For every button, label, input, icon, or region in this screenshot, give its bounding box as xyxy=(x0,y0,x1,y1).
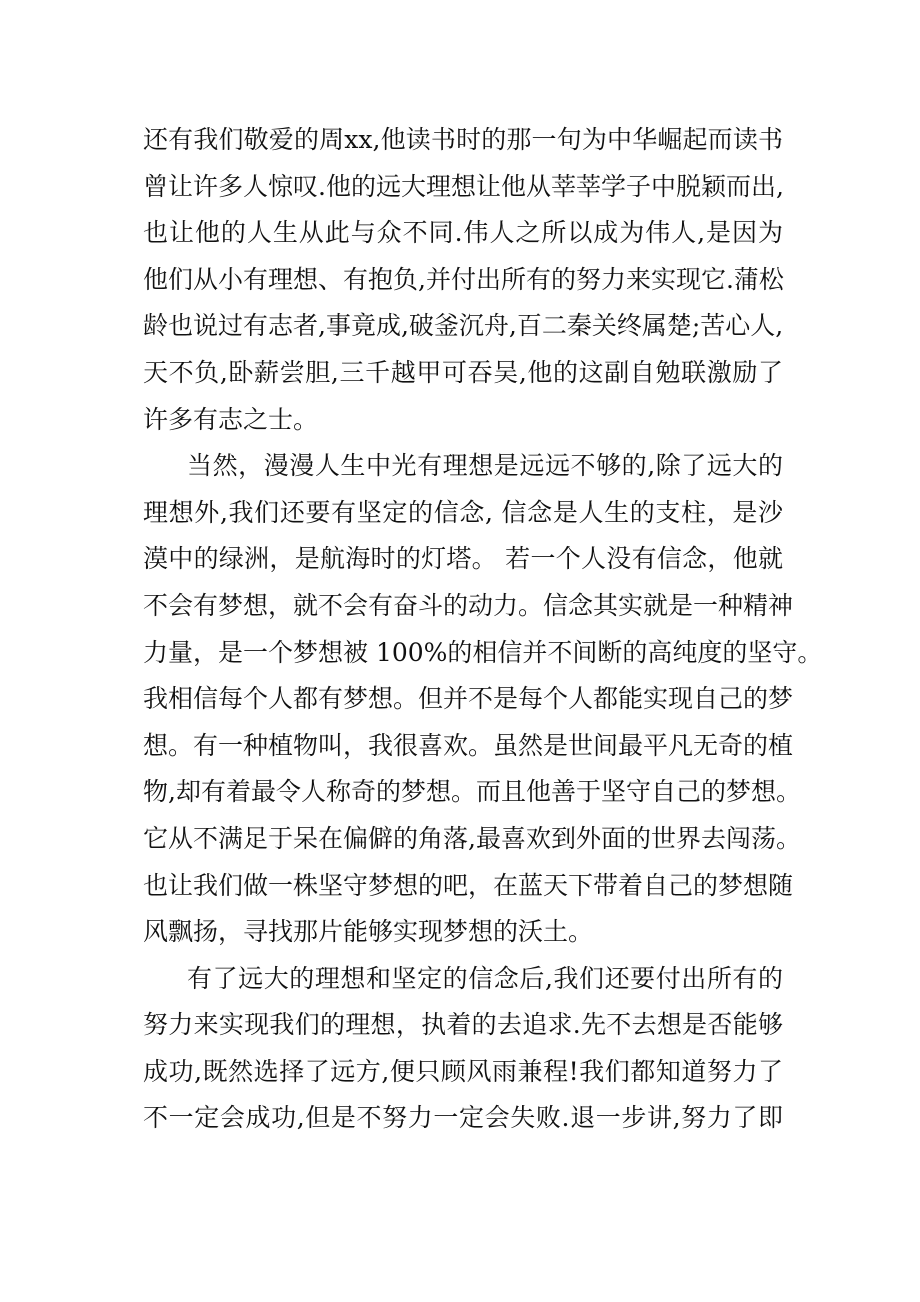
text-line: 成功,既然选择了远方,便只顾风雨兼程!我们都知道努力了 xyxy=(143,1056,783,1086)
text-line: 物,却有着最令人称奇的梦想。而且他善于坚守自己的梦想。 xyxy=(143,777,801,807)
text-line: 不一定会成功,但是不努力一定会失败.退一步讲,努力了即 xyxy=(143,1103,783,1133)
text-line: 想。有一种植物叫，我很喜欢。虽然是世间最平凡无奇的植 xyxy=(143,730,794,760)
text-line: 也让我们做一株坚守梦想的吧，在蓝天下带着自己的梦想随 xyxy=(143,870,794,900)
text-line: 力量，是一个梦想被 100%的相信并不间断的高纯度的坚守。 xyxy=(143,637,823,667)
text-line: 也让他的人生从此与众不同.伟人之所以成为伟人,是因为 xyxy=(143,218,783,248)
text-line: 龄也说过有志者,事竟成,破釜沉舟,百二秦关终属楚;苦心人, xyxy=(143,311,784,341)
paragraph-first-line: 有了远大的理想和坚定的信念后,我们还要付出所有的 xyxy=(187,963,783,993)
text-line: 许多有志之士。 xyxy=(143,404,319,434)
text-line: 还有我们敬爱的周xx,他读书时的那一句为中华崛起而读书 xyxy=(143,125,783,154)
text-line: 努力来实现我们的理想，执着的去追求.先不去想是否能够 xyxy=(143,1010,783,1040)
text-line: 漠中的绿洲，是航海时的灯塔。 若一个人没有信念，他就 xyxy=(143,544,783,574)
text-line: 曾让许多人惊叹.他的远大理想让他从莘莘学子中脱颖而出, xyxy=(143,171,784,201)
text-line: 不会有梦想，就不会有奋斗的动力。信念其实就是一种精神 xyxy=(143,590,794,620)
body-text xyxy=(143,117,823,1142)
text-line: 他们从小有理想、有抱负,并付出所有的努力来实现它.蒲松 xyxy=(143,264,784,294)
text-line: 理想外,我们还要有坚定的信念, 信念是人生的支柱，是沙 xyxy=(143,497,783,527)
text-line: 风飘扬，寻找那片能够实现梦想的沃土。 xyxy=(143,917,594,947)
text-line: 我相信每个人都有梦想。但并不是每个人都能实现自己的梦 xyxy=(143,684,794,714)
paragraph-first-line: 当然，漫漫人生中光有理想是远远不够的,除了远大的 xyxy=(187,451,783,481)
text-line: 天不负,卧薪尝胆,三千越甲可吞吴,他的这副自勉联激励了 xyxy=(143,357,783,387)
text-line: 它从不满足于呆在偏僻的角落,最喜欢到外面的世界去闯荡。 xyxy=(143,823,801,853)
